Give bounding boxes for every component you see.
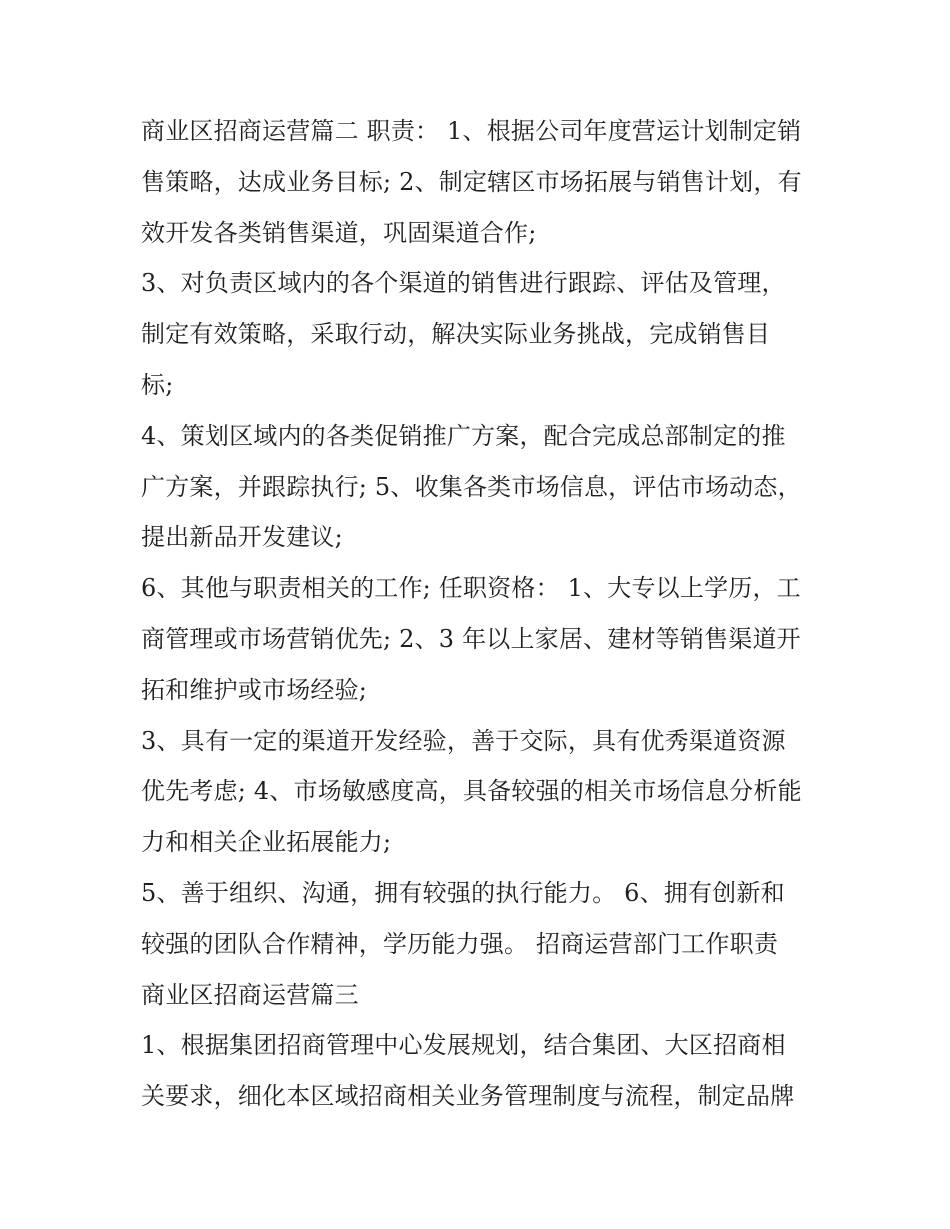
text-line: 广方案，并跟踪执行; 5、收集各类市场信息，评估市场动态， <box>141 472 802 501</box>
text-line: 制定有效策略，采取行动，解决实际业务挑战，完成销售目 <box>141 320 771 349</box>
text-line: 较强的团队合作精神，学历能力强。 招商运营部门工作职责 <box>141 929 779 958</box>
text-line: 3、对负责区域内的各个渠道的销售进行跟踪、评估及管理， <box>141 269 786 298</box>
text-line: 力和相关企业拓展能力; <box>141 828 392 857</box>
text-line: 1、根据集团招商管理中心发展规划，结合集团、大区招商相 <box>141 1031 786 1060</box>
text-line: 6、其他与职责相关的工作; 任职资格： 1、大专以上学历，工 <box>141 574 801 603</box>
text-line: 商业区招商运营篇三 <box>141 980 359 1009</box>
text-line: 关要求，细化本区域招商相关业务管理制度与流程，制定品牌 <box>141 1082 795 1111</box>
text-line: 优先考虑; 4、市场敏感度高，具备较强的相关市场信息分析能 <box>141 777 802 806</box>
text-line: 拓和维护或市场经验; <box>141 675 368 704</box>
text-line: 3、具有一定的渠道开发经验，善于交际，具有优秀渠道资源 <box>141 726 786 755</box>
text-line: 标; <box>141 370 174 399</box>
text-line: 提出新品开发建议; <box>141 523 343 552</box>
text-line: 4、策划区域内的各类促销推广方案，配合完成总部制定的推 <box>141 421 786 450</box>
text-line: 售策略，达成业务目标; 2、制定辖区市场拓展与销售计划，有 <box>141 167 802 196</box>
document-body <box>141 106 841 1122</box>
text-line: 商业区招商运营篇二 职责： 1、根据公司年度营运计划制定销 <box>141 117 802 145</box>
text-line: 商管理或市场营销优先; 2、3 年以上家居、建材等销售渠道开 <box>141 624 801 653</box>
text-line: 5、善于组织、沟通，拥有较强的执行能力。 6、拥有创新和 <box>141 878 785 907</box>
text-line: 效开发各类销售渠道，巩固渠道合作; <box>141 218 537 247</box>
